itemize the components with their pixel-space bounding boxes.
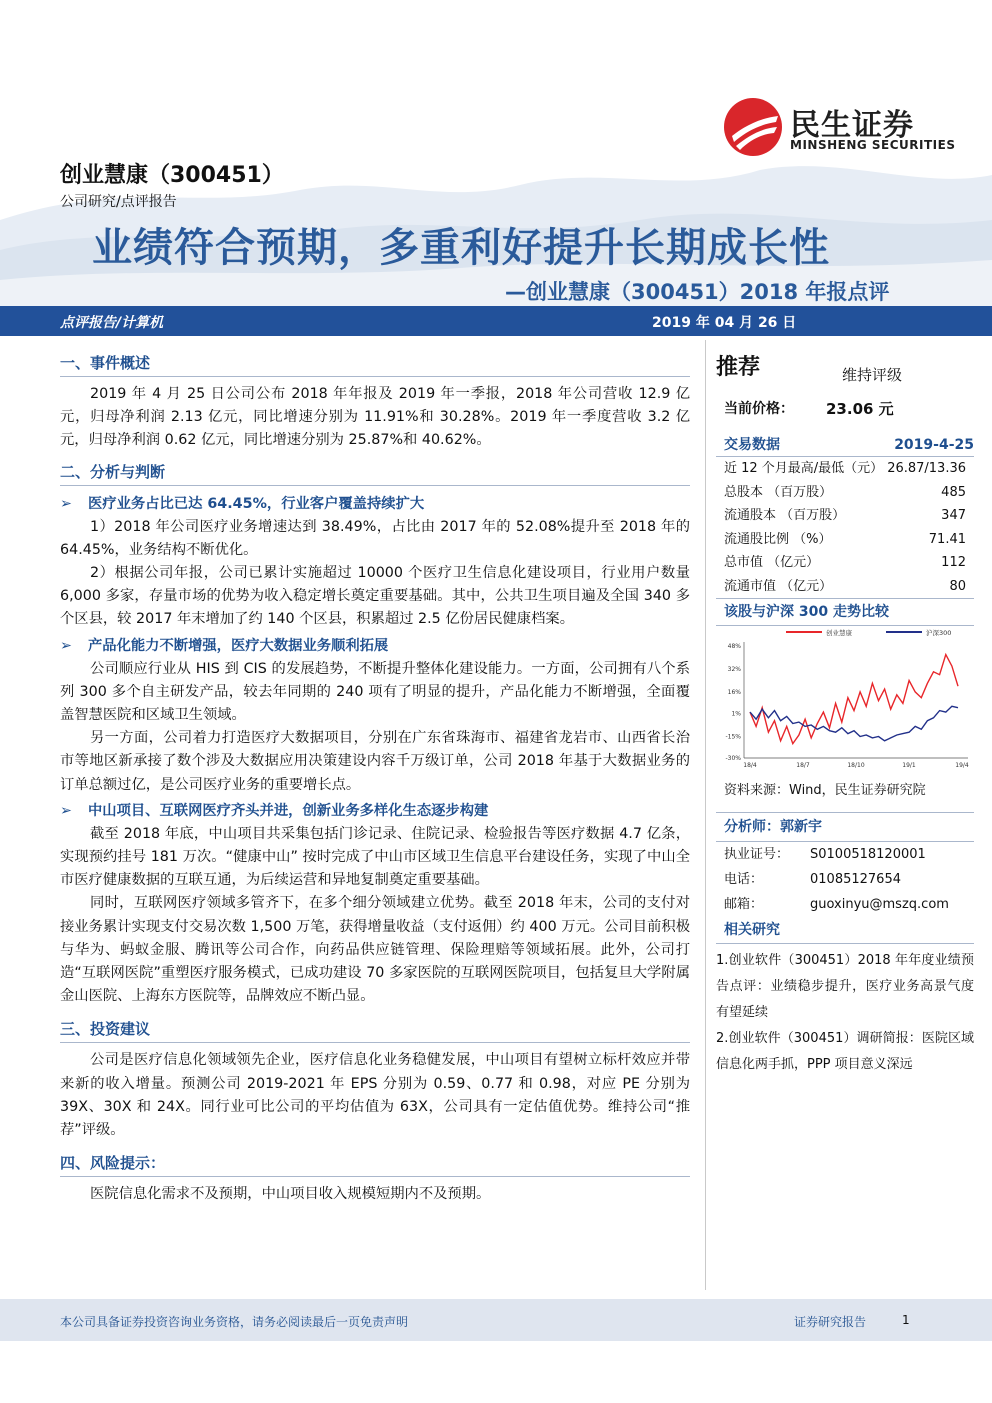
trade-header [716, 434, 974, 456]
trade-row-label: 近 12 个月最高/最低（元） [724, 461, 884, 476]
report-date: 2019 年 04 月 26 日 [652, 315, 797, 331]
analyst-row-label: 执业证号： [724, 847, 790, 862]
trade-title: 交易数据 [724, 437, 780, 453]
section-divider [60, 1042, 690, 1043]
arrow-icon: ➢ [60, 802, 72, 819]
x-tick-label: 19/4 [955, 762, 969, 769]
company-title: 创业慧康（300451） [60, 163, 284, 188]
main-column [60, 350, 690, 1206]
section-event [60, 350, 690, 453]
analyst-row-value: S0100518120001 [810, 847, 926, 862]
analyst-title: 分析师：郭新宇 [724, 819, 822, 835]
x-tick-label: 19/1 [902, 762, 916, 769]
y-tick-label: 16% [727, 688, 741, 696]
trade-row [716, 481, 974, 505]
x-tick-label: 18/10 [847, 762, 865, 769]
analyst-row-value: 01085127654 [810, 872, 901, 887]
trade-row-label: 总股本 （百万股） [724, 484, 833, 500]
bullet-heading [60, 492, 690, 516]
analyst-row-label: 电话： [724, 872, 764, 887]
section-title: 三、投资建议 [60, 1020, 151, 1039]
arrow-icon: ➢ [60, 495, 72, 512]
trade-table [716, 457, 974, 598]
paragraph: 1）2018 年公司医疗业务增速达到 38.49%，占比由 2017 年的 52.08%提升至 2018 年的 64.45%，业务结构不断优化。 [60, 518, 690, 558]
analyst-row-label: 邮箱： [724, 897, 764, 912]
report-category: 点评报告/计算机 [60, 315, 164, 331]
trade-row [716, 504, 974, 528]
trade-row-label: 流通股本 （百万股） [724, 508, 846, 523]
y-tick-label: 48% [727, 643, 741, 650]
section-title: 二、分析与判断 [60, 462, 166, 481]
analyst-row-value: guoxinyu@mszq.com [810, 897, 949, 912]
trade-row-value: 80 [949, 578, 966, 594]
rating-note: 维持评级 [842, 366, 903, 384]
category-bar [0, 306, 992, 336]
rating-box [716, 350, 974, 434]
bullet-heading-text: 医疗业务占比已达 64.45%，行业客户覆盖持续扩大 [88, 495, 425, 512]
y-tick-label: -15% [725, 733, 741, 741]
trade-row-value: 71.41 [928, 531, 966, 547]
paragraph: 2）根据公司年报，公司已累计实施超过 10000 个医疗卫生信息化建设项目，行业用户数量 6,000 多家，存量市场的优势为收入稳定增长奠定重要基础。其中，公共卫生项目遍及全国 340 多个区县，较 2017 年末增加了约 140 个区县，积累超过 2.5 亿份居民健康档案。 [60, 565, 690, 628]
section-risk [60, 1150, 690, 1206]
analyst-row [724, 892, 974, 917]
page-title: 业绩符合预期，多重利好提升长期成长性 [92, 225, 830, 271]
x-tick-label: 18/7 [796, 762, 810, 769]
trade-row-label: 流通市值 （亿元） [724, 578, 833, 594]
page-footer [0, 1299, 992, 1341]
column-divider [705, 340, 706, 1290]
related-item[interactable]: 2.创业软件（300451）调研简报：医院区域信息化两手抓，PPP 项目意义深远 [716, 1031, 974, 1072]
related-title: 相关研究 [724, 922, 780, 938]
paragraph: 截至 2018 年底，中山项目共采集包括门诊记录、住院记录、检验报告等医疗数据 4.7 亿条，实现预约挂号 181 万次。“健康中山” 按时完成了中山市区域卫生信息平台建设任务，实现了中山全市医疗健康数据的互联互通，为后续运营和异地复制奠定重要基础。 [60, 825, 690, 889]
arrow-icon: ➢ [60, 637, 72, 654]
bullet-heading [60, 634, 690, 658]
section-divider [60, 376, 690, 377]
analyst-row [724, 867, 974, 892]
trade-row [716, 551, 974, 575]
section-divider [60, 1176, 690, 1177]
y-tick-label: -30% [725, 755, 741, 762]
related-list [716, 944, 974, 1078]
price-value: 23.06 元 [826, 400, 894, 418]
section-title: 一、事件概述 [60, 354, 151, 372]
section-analysis [60, 459, 690, 1009]
bullet-heading [60, 799, 690, 823]
x-tick-label: 18/4 [743, 762, 757, 769]
related-item[interactable]: 1.创业软件（300451）2018 年年度业绩预告点评：业绩稳步提升，医疗业务高景气度有望延续 [716, 953, 974, 1020]
trade-row-value: 112 [941, 555, 966, 570]
footer-disclaimer: 本公司具备证券投资咨询业务资格，请务必阅读最后一页免责声明 [60, 1315, 409, 1329]
brand-logo [722, 96, 962, 158]
legend-label: 创业慧康 [826, 629, 852, 637]
section-investment [60, 1016, 690, 1142]
y-tick-label: 32% [727, 665, 741, 673]
trade-row [716, 575, 974, 599]
trade-date: 2019-4-25 [894, 437, 974, 453]
legend-label: 沪深300 [926, 629, 952, 637]
analyst-table [716, 842, 974, 917]
price-label: 当前价格： [724, 401, 794, 417]
brand-name-en: MINSHENG SECURITIES [790, 138, 956, 152]
trade-row-label: 流通股比例 （%） [724, 531, 832, 547]
paragraph: 另一方面，公司着力打造医疗大数据项目，分别在广东省珠海市、福建省龙岩市、山西省长治市等地区新承接了数个涉及大数据应用决策建设内容千万级订单，公司 2018 年基于大数据业务的订单总额过亿，是公司医疗业务的重要增长点。 [60, 730, 690, 793]
paragraph: 医院信息化需求不及预期，中山项目收入规模短期内不及预期。 [90, 1186, 491, 1203]
paragraph: 公司是医疗信息化领域领先企业，医疗信息化业务稳健发展，中山项目有望树立标杆效应并带来新的收入增量。预测公司 2019-2021 年 EPS 分别为 0.59、0.77 和 0.98，对应 PE 分别为 39X、30X 和 24X。同行业可比公司的平均估值为 63X，公司具有一定估值优势。维持公司“推荐”评级。 [60, 1052, 690, 1139]
price-comparison-chart [716, 626, 974, 774]
trade-row-value: 485 [941, 484, 966, 500]
sidebar [716, 350, 974, 1078]
paragraph: 2019 年 4 月 25 日公司公布 2018 年年报及 2019 年一季报，2018 年公司营收 12.9 亿元，归母净利润 2.13 亿元，同比增速分别为 11.91%和 30.28%。2019 年一季度营收 3.2 亿元，归母净利润 0.62 亿元，同比增速分别为 25.87%和 40.62%。 [60, 386, 690, 449]
bullet-heading-text: 产品化能力不断增强，医疗大数据业务顺利拓展 [88, 637, 389, 654]
brand-mark-icon [722, 96, 784, 158]
analyst-row [724, 842, 974, 867]
trade-row [716, 457, 974, 481]
trade-row-value: 347 [941, 508, 966, 523]
trade-row-value: 26.87/13.36 [887, 461, 966, 476]
section-title: 四、风险提示： [60, 1154, 166, 1173]
page-number: 1 [902, 1313, 910, 1327]
chart-title: 该股与沪深 300 走势比较 [724, 604, 889, 620]
bullet-heading-text: 中山项目、互联网医疗齐头并进，创新业务多样化生态逐步构建 [88, 802, 489, 819]
rating: 推荐 [716, 355, 761, 380]
trade-row-label: 总市值 （亿元） [724, 555, 820, 570]
report-type: 公司研究/点评报告 [60, 194, 177, 210]
brand-name-cn: 民生证券 [790, 108, 914, 143]
footer-type: 证券研究报告 [794, 1315, 867, 1329]
page-subtitle: —创业慧康（300451）2018 年报点评 [505, 280, 890, 304]
chart-source: 资料来源：Wind，民生证券研究院 [724, 783, 926, 798]
y-tick-label: 1% [731, 710, 741, 718]
paragraph: 公司顺应行业从 HIS 到 CIS 的发展趋势，不断提升整体化建设能力。一方面，公司拥有八个系列 300 多个自主研发产品，较去年同期的 240 项有了明显的提升，产品化能力不断增强，全面覆盖智慧医院和区域卫生领域。 [60, 660, 690, 724]
trade-row [716, 528, 974, 552]
paragraph: 同时，互联网医疗领域多管齐下，在多个细分领域建立优势。截至 2018 年末，公司的支付对接业务累计实现支付交易次数 1,500 万笔，获得增量收益（支付返佣）约 400 万元。公司目前积极与华为、蚂蚁金服、腾讯等公司合作，向药品供应链管理、保险理赔等领域拓展。此外，公司打造“互联网医院”重塑医疗服务模式，已成功建设 70 多家医院的互联网医院项目，包括复旦大学附属金山医院、上海东方医院等，品牌效应不断凸显。 [60, 895, 690, 1005]
section-divider [60, 485, 690, 486]
